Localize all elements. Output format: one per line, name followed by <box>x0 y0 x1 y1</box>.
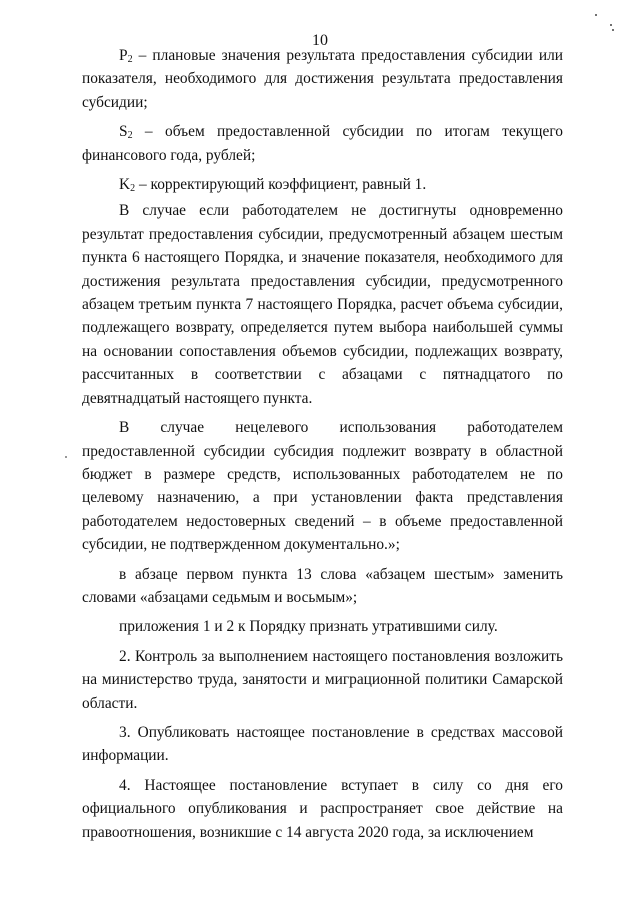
paragraph-text: – корректирующий коэффициент, равный 1. <box>135 176 427 194</box>
scan-dot <box>65 456 67 458</box>
document-body <box>82 44 563 844</box>
paragraph-misuse-return: В случае нецелевого использования работодателем предоставленной субсидии субсидия подлежит возврату в областной бюджет в размере средств, использованных работодателем не по целевому назначению, а при установлении факта представления работодателем недостоверных сведений – в объеме предоставленной субсидии, не подтвержденном документально.»; <box>82 419 563 554</box>
paragraph-text: – объем предоставленной субсидии по итогам текущего финансового года, рублей; <box>82 123 563 164</box>
paragraph-annexes-void: приложения 1 и 2 к Порядку признать утратившими силу. <box>119 618 498 636</box>
paragraph-p2-definition <box>82 44 563 114</box>
paragraph-control: 2. Контроль за выполнением настоящего постановления возложить на министерство труда, занятости и миграционной политики Самарской области. <box>82 647 563 712</box>
paragraph-entry-into-force: 4. Настоящее постановление вступает в силу со дня его официального опубликования и распространяет свое действие на правоотношения, возникшие с 14 августа 2020 года, за исключением <box>82 776 563 841</box>
symbol-subscript: 2 <box>127 54 133 65</box>
paragraph-k2-definition <box>82 173 563 196</box>
symbol-subscript: 2 <box>127 130 133 142</box>
symbol-k: K <box>119 176 131 194</box>
paragraph-s2-definition <box>82 120 563 167</box>
paragraph-publication: 3. Опубликовать настоящее постановление в средствах массовой информации. <box>82 723 563 765</box>
symbol-subscript: 2 <box>130 183 136 195</box>
symbol-s: S <box>119 123 128 141</box>
symbol-p: P <box>119 47 128 64</box>
paragraph-text: – плановые значения результата предоставления субсидии или показателя, необходимого для достижения результата предоставления субсидии; <box>82 47 563 111</box>
page-number: 10 <box>312 32 328 49</box>
paragraph-item-13-amendment: в абзаце первом пункта 13 слова «абзацем шестым» заменить словами «абзацами седьмым и восьмым»; <box>82 565 563 606</box>
paragraph-return-calculation: В случае если работодателем не достигнуты одновременно результат предоставления субсидии, предусмотренный абзацем шестым пункта 6 настоящего Порядка, и значение показателя, необходимого для достижения результата предоставления субсидии, предусмотренного абзацем третьим пункта 7 настоящего Порядка, расчет объема субсидии, подлежащего возврату, определяется путем выбора наибольшей суммы на основании сопоставления объемов субсидии, подлежащих возврату, рассчитанных в соответствии с абзацами с пятнадцатого по девятнадцатый настоящего пункта. <box>82 202 563 407</box>
